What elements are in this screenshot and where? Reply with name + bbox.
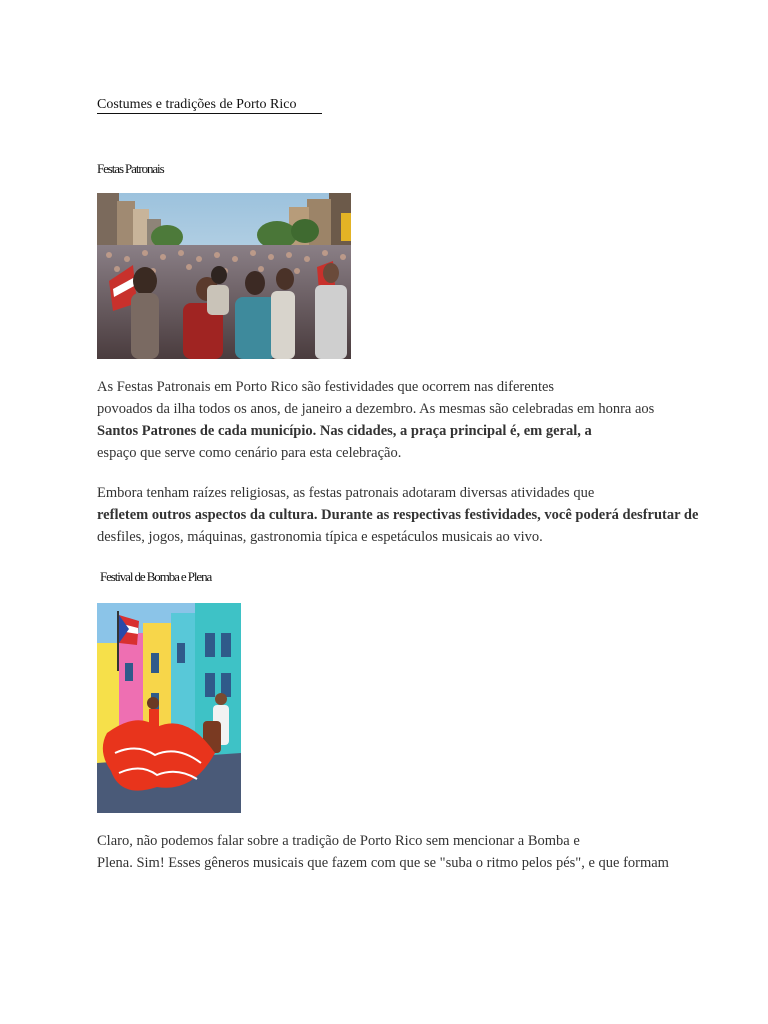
text-line: povoados da ilha todos os anos, de janeiro a dezembro. As mesmas são celebradas em honra aos <box>97 401 655 417</box>
paragraph-festas-2 <box>97 482 698 548</box>
text-line: Embora tenham raízes religiosas, as festas patronais adotaram diversas atividades que <box>97 485 595 501</box>
bomba-dancer-painting <box>97 603 241 813</box>
text-line-bold: refletem outros aspectos da cultura. Durante as respectivas festividades, você poderá desfrutar de <box>97 507 699 523</box>
paragraph-festas-1 <box>97 376 654 464</box>
text-line: As Festas Patronais em Porto Rico são festividades que ocorrem nas diferentes <box>97 379 555 395</box>
text-line: espaço que serve como cenário para esta celebração. <box>97 445 402 461</box>
festival-crowd-photo <box>97 193 351 359</box>
section-heading-festas: Festas Patronais <box>97 161 164 176</box>
text-line-bold: Santos Patrones de cada município. Nas cidades, a praça principal é, em geral, a <box>97 423 592 439</box>
text-line: desfiles, jogos, máquinas, gastronomia típica e espetáculos musicais ao vivo. <box>97 529 543 545</box>
text-line: Plena. Sim! Esses gêneros musicais que fazem com que se "suba o ritmo pelos pés", e que formam <box>97 855 669 871</box>
document-title: Costumes e tradições de Porto Rico <box>97 96 322 114</box>
text-line: Claro, não podemos falar sobre a tradição de Porto Rico sem mencionar a Bomba e <box>97 833 580 849</box>
section-heading-bomba: Festival de Bomba e Plena <box>100 569 212 584</box>
paragraph-bomba-1 <box>97 830 669 874</box>
